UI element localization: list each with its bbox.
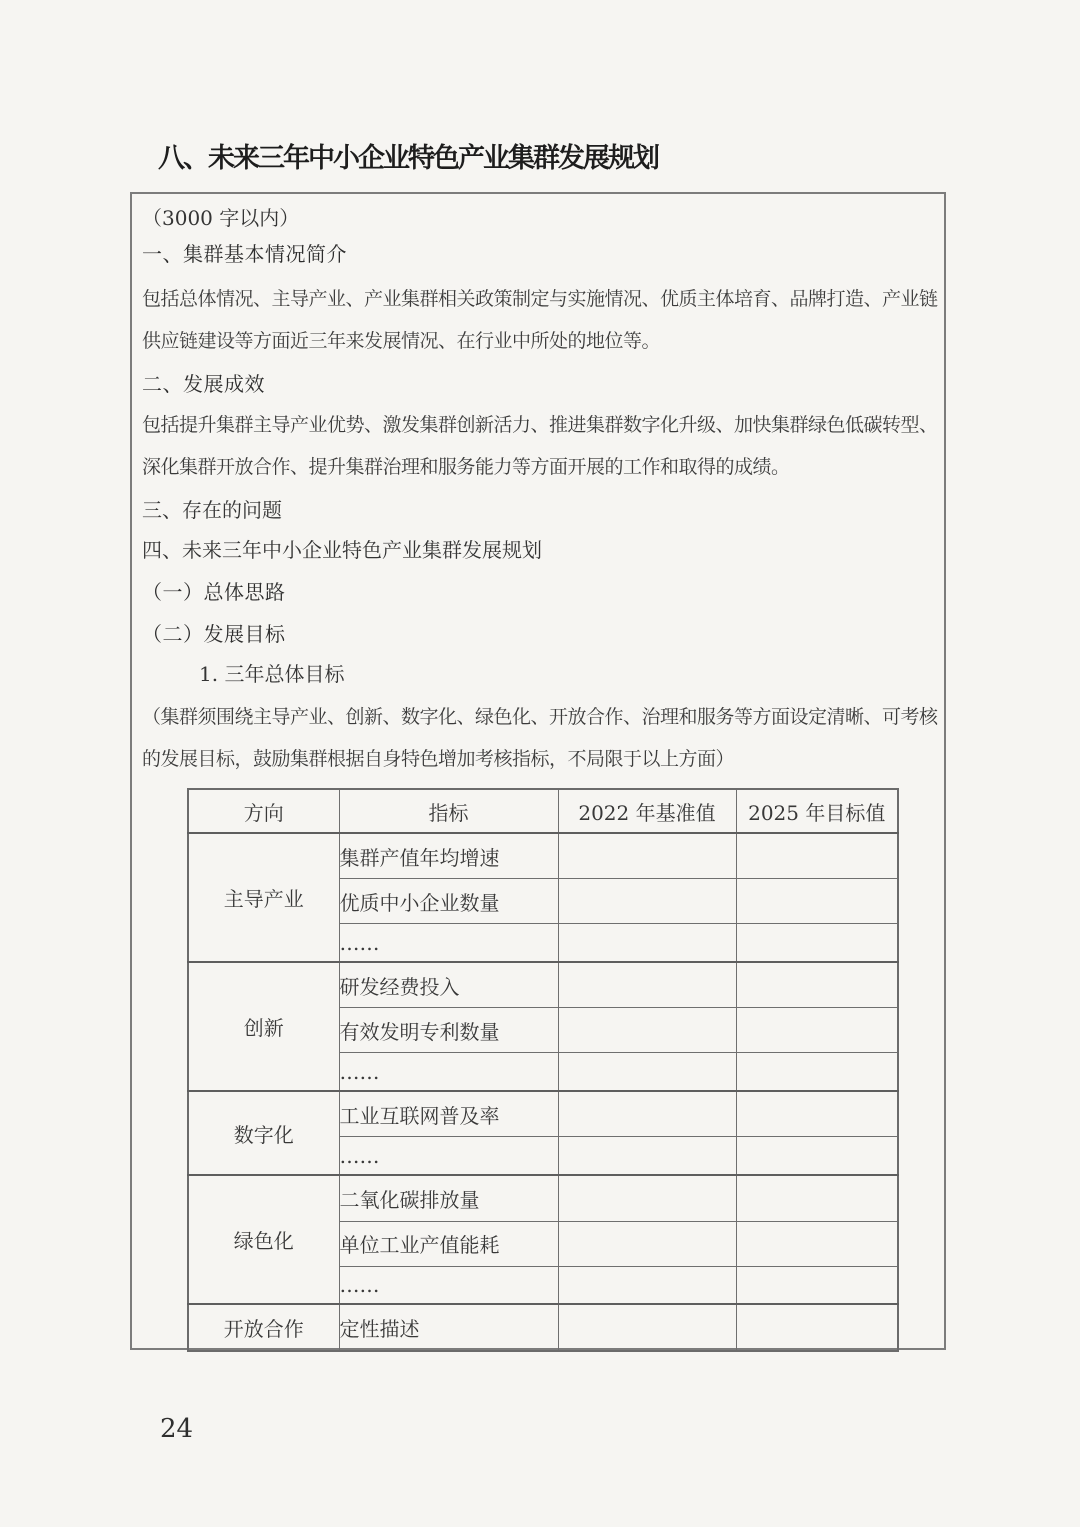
table-row [188,962,898,1008]
table-row [188,1304,898,1351]
baseline-2022-value-cell [558,962,736,1008]
section4-heading: 四、未来三年中小企业特色产业集群发展规划 [142,538,542,562]
section2-text-line2: 深化集群开放合作、提升集群治理和服务能力等方面开展的工作和取得的成绩。 [142,456,790,478]
section2-heading: 二、发展成效 [142,372,265,396]
target-2025-value-cell [736,1266,898,1304]
baseline-2022-value-cell [558,879,736,924]
direction-cell: 主导产业 [188,833,339,962]
page-title: 八、未来三年中小企业特色产业集群发展规划 [158,143,658,174]
baseline-2022-value-cell [558,1266,736,1304]
baseline-2022-value-cell [558,833,736,879]
indicator-cell: 定性描述 [339,1304,558,1351]
indicator-cell: …… [339,1137,558,1175]
target-2025-value-cell [736,1053,898,1091]
word-limit-note: （3000 字以内） [142,206,300,230]
target-2025-value-cell [736,1137,898,1175]
subsection1-heading: （一）总体思路 [142,580,286,604]
table-header-row [188,789,898,833]
baseline-2022-value-cell [558,1221,736,1266]
indicator-cell: 有效发明专利数量 [339,1008,558,1053]
target-2025-value-cell [736,833,898,879]
table-row [188,1091,898,1137]
section3-heading: 三、存在的问题 [142,498,282,522]
baseline-2022-value-cell [558,1091,736,1137]
section1-heading: 一、集群基本情况简介 [142,242,347,266]
subsection2-item1: 1. 三年总体目标 [199,662,345,686]
target-2025-value-cell [736,879,898,924]
table-row [188,1175,898,1221]
target-2025-value-cell [736,1221,898,1266]
direction-cell: 开放合作 [188,1304,339,1351]
target-2025-value-cell [736,962,898,1008]
target-2025-value-cell [736,1175,898,1221]
table-row [188,833,898,879]
target-2025-value-cell [736,1091,898,1137]
page-number: 24 [160,1414,194,1444]
indicator-cell: 集群产值年均增速 [339,833,558,879]
indicator-cell: 单位工业产值能耗 [339,1221,558,1266]
indicator-cell: 研发经费投入 [339,962,558,1008]
baseline-2022-value-cell [558,1008,736,1053]
baseline-2022-value-cell [558,1053,736,1091]
col-header-indicator: 指标 [339,789,558,833]
indicator-cell: 工业互联网普及率 [339,1091,558,1137]
col-header-direction: 方向 [188,789,339,833]
col-header-baseline-2022: 2022 年基准值 [558,789,736,833]
indicator-cell: …… [339,1053,558,1091]
subsection2-heading: （二）发展目标 [142,622,286,646]
indicator-cell: 优质中小企业数量 [339,879,558,924]
section1-text-line2: 供应链建设等方面近三年来发展情况、在行业中所处的地位等。 [142,330,661,352]
indicator-cell: 二氧化碳排放量 [339,1175,558,1221]
note-text-line2: 的发展目标，鼓励集群根据自身特色增加考核指标，不局限于以上方面） [142,748,735,770]
indicator-cell: …… [339,924,558,962]
direction-cell: 数字化 [188,1091,339,1175]
target-2025-value-cell [736,1304,898,1351]
three-year-targets-table [187,788,899,1352]
target-2025-value-cell [736,1008,898,1053]
baseline-2022-value-cell [558,1137,736,1175]
section1-text-line1: 包括总体情况、主导产业、产业集群相关政策制定与实施情况、优质主体培育、品牌打造、产业链 [142,288,938,310]
baseline-2022-value-cell [558,1175,736,1221]
col-header-target-2025: 2025 年目标值 [736,789,898,833]
direction-cell: 创新 [188,962,339,1091]
baseline-2022-value-cell [558,924,736,962]
indicator-cell: …… [339,1266,558,1304]
form-content-box [130,192,946,1350]
baseline-2022-value-cell [558,1304,736,1351]
note-text-line1: （集群须围绕主导产业、创新、数字化、绿色化、开放合作、治理和服务等方面设定清晰、可考核 [142,706,938,728]
direction-cell: 绿色化 [188,1175,339,1304]
section2-text-line1: 包括提升集群主导产业优势、激发集群创新活力、推进集群数字化升级、加快集群绿色低碳转型、 [142,414,938,436]
target-2025-value-cell [736,924,898,962]
